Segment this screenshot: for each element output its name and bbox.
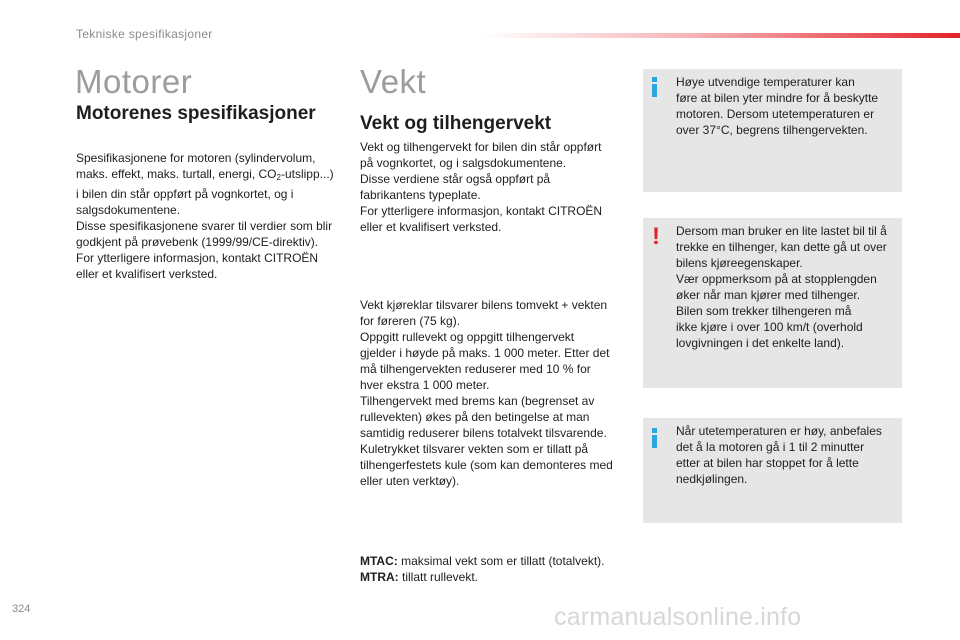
text-line: lovgivningen i det enkelte land). <box>676 336 845 350</box>
text-line: må tilhengervekten reduserer med 10 % for <box>360 362 591 376</box>
section-title: Tekniske spesifikasjoner <box>76 27 213 41</box>
text-line: etter at bilen har stoppet for å lette <box>676 456 859 470</box>
text-line: eller et kvalifisert verksted. <box>360 220 502 234</box>
text-line: Disse verdiene står også oppført på <box>360 172 551 186</box>
text-line: salgsdokumentene. <box>76 203 181 217</box>
text-line: i bilen din står oppført på vognkortet, og i <box>76 187 294 201</box>
text-line: Disse spesifikasjonene svarer til verdier som blir <box>76 219 333 233</box>
text-line: hver ekstra 1 000 meter. <box>360 378 490 392</box>
text-line: godkjent på prøvebenk (1999/99/CE-direktiv). <box>76 235 319 249</box>
info-icon <box>652 428 657 448</box>
text-line: Kuletrykket tilsvarer vekten som er tillatt på <box>360 442 589 456</box>
definition-mtac <box>360 553 604 569</box>
text-line: Vekt og tilhengervekt for bilen din står oppført <box>360 140 602 154</box>
text-line: Bilen som trekker tilhengeren må <box>676 304 852 318</box>
text-line: Vekt kjøreklar tilsvarer bilens tomvekt + vekten <box>360 298 608 312</box>
text-line: bilens kjøreegenskaper. <box>676 256 803 270</box>
definition-text: tillatt rullevekt. <box>398 570 479 584</box>
text-line: for føreren (75 kg). <box>360 314 461 328</box>
motor-specs-paragraph <box>76 150 334 282</box>
subheading-weight-trailer: Vekt og tilhengervekt <box>360 113 552 134</box>
text-line: trekke en tilhenger, kan dette gå ut over <box>676 240 887 254</box>
text-line: For ytterligere informasjon, kontakt CITROËN <box>360 204 603 218</box>
info-box-high-temperature <box>643 69 902 192</box>
text-line: over 37°C, begrens tilhengervekten. <box>676 123 868 137</box>
text-line: maks. effekt, maks. turtall, energi, $CO_2-utslipp$...) <box>76 167 334 182</box>
text-line: det å la motoren gå i 1 til 2 minutter <box>676 440 865 454</box>
weight-definitions <box>360 553 604 585</box>
text-line: nedkjølingen. <box>676 472 748 486</box>
text-line: fabrikantens typeplate. <box>360 188 481 202</box>
warning-icon: ! <box>652 223 660 250</box>
text-line: rullevekten) økes på den betingelse at man <box>360 410 590 424</box>
text-line: eller et kvalifisert verksted. <box>76 267 218 281</box>
text-line: Dersom man bruker en lite lastet bil til å <box>676 224 887 238</box>
text-line: Når utetemperaturen er høy, anbefales <box>676 424 882 438</box>
definition-label: MTAC: <box>360 554 398 568</box>
definition-mtra <box>360 569 604 585</box>
text-line: samtidig reduserer bilens totalvekt tilsvarende. <box>360 426 607 440</box>
info-icon <box>652 77 657 97</box>
info-box-text <box>676 423 882 487</box>
text-line: Oppgitt rullevekt og oppgitt tilhengervekt <box>360 330 575 344</box>
text-line: gjelder i høyde på maks. 1 000 meter. Etter det <box>360 346 610 360</box>
text-line: Tilhengervekt med brems kan (begrenset av <box>360 394 595 408</box>
subscript: 2 <box>276 173 281 182</box>
text-line: føre at bilen yter mindre for å beskytte <box>676 91 879 105</box>
header-accent-bar <box>480 33 960 38</box>
info-box-text <box>676 74 878 138</box>
warning-box-text <box>676 223 887 351</box>
heading-motorer: Motorer <box>75 63 193 100</box>
text-line: eller uten verktøy). <box>360 474 460 488</box>
page-number: 324 <box>12 603 31 615</box>
definition-text: maksimal vekt som er tillatt (totalvekt). <box>397 554 605 568</box>
warning-box-towing <box>643 218 902 388</box>
weight-paragraph-1 <box>360 139 602 235</box>
text-line: tilhengerfestets kule (som kan demonteres med <box>360 458 613 472</box>
text-line: ikke kjøre i over 100 km/t (overhold <box>676 320 863 334</box>
heading-vekt: Vekt <box>360 63 427 100</box>
text-line: Høye utvendige temperaturer kan <box>676 75 855 89</box>
subheading-motor-specs: Motorenes spesifikasjoner <box>76 103 316 124</box>
text-line: Spesifikasjonene for motoren (sylindervolum, <box>76 151 316 165</box>
definition-label: MTRA: <box>360 570 399 584</box>
info-box-cooldown <box>643 418 902 523</box>
text-line: øker når man kjører med tilhenger. <box>676 288 861 302</box>
weight-paragraph-2 <box>360 297 613 489</box>
text-line: på vognkortet, og i salgsdokumentene. <box>360 156 567 170</box>
text-line: motoren. Dersom utetemperaturen er <box>676 107 875 121</box>
watermark: carmanualsonline.info <box>554 603 802 631</box>
text-line: For ytterligere informasjon, kontakt CITROËN <box>76 251 319 265</box>
text-line: Vær oppmerksom på at stopplengden <box>676 272 877 286</box>
